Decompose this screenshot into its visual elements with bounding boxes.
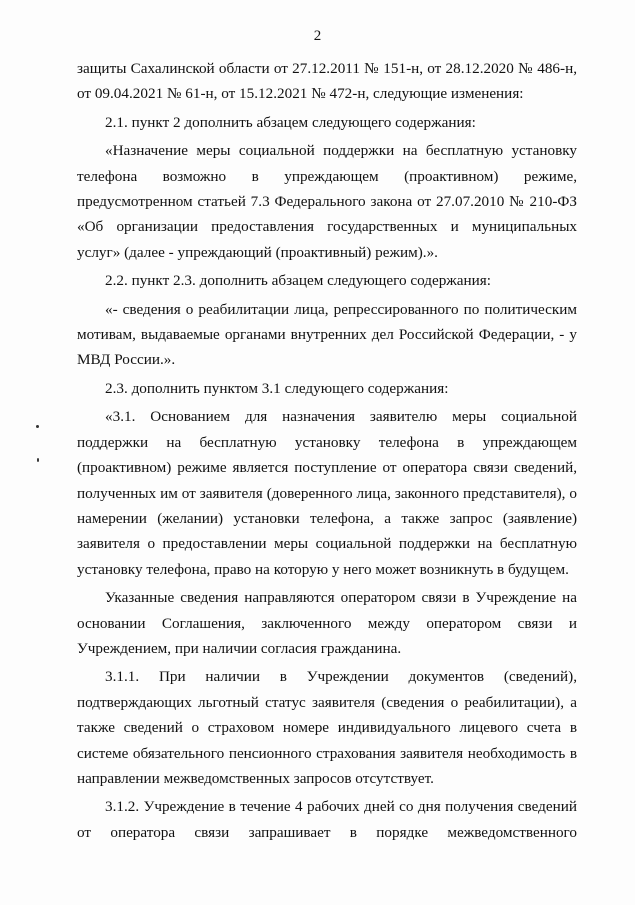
scan-speck xyxy=(36,425,39,428)
paragraph-8: Указанные сведения направляются оператором связи в Учреждение на основании Соглашения, заключенного между оператором связи и Учреждением, при наличии согласия гражданина. xyxy=(77,589,577,657)
paragraph-5: «- сведения о реабилитации лица, репрессированного по политическим мотивам, выдаваемые органами внутренних дел Российской Федерации, - у МВД России.». xyxy=(77,300,577,369)
paragraph-6: 2.3. дополнить пунктом 3.1 следующего содержания: xyxy=(105,379,449,397)
paragraph-10: 3.1.2. Учреждение в течение 4 рабочих дней со дня получения сведений от оператора связи запрашивает в порядке межведомственного xyxy=(77,798,577,841)
document-body xyxy=(77,56,577,848)
scan-speck xyxy=(37,458,39,462)
paragraph-7: «3.1. Основанием для назначения заявителю меры социальной поддержки на бесплатную установку телефона в упреждающем (проактивном) режиме является поступление от оператора связи сведений, полученных им от заявителя (доверенного лица, законного представителя), о намерении (желании) установки телефона, а также запрос (заявление) заявителя о предоставлении меры социальной поддержки на бесплатную установку телефона, право на которую у него может возникнуть в будущем. xyxy=(77,408,577,578)
page-number: 2 xyxy=(313,28,322,44)
paragraph-9: 3.1.1. При наличии в Учреждении документов (сведений), подтверждающих льготный статус заявителя (сведения о реабилитации), а также сведений о страховом номере индивидуального лицевого счета в системе обязательного пенсионного страхования заявителя необходимость в направлении межведомственных запросов отсутствует. xyxy=(77,668,577,787)
paragraph-1: защиты Сахалинской области от 27.12.2011 № 151-н, от 28.12.2020 № 486-н, от 09.04.2021 № 61-н, от 15.12.2021 № 472-н, следующие изменения: xyxy=(77,60,577,103)
paragraph-2: 2.1. пункт 2 дополнить абзацем следующего содержания: xyxy=(105,113,476,131)
paragraph-3: «Назначение меры социальной поддержки на бесплатную установку телефона возможно в упреждающем (проактивном) режиме, предусмотренном статьей 7.3 Федерального закона от 27.07.2010 № 210-ФЗ «Об организации предоставления государственных и муниципальных услуг» (далее - упреждающий (проактивный) режим).». xyxy=(77,142,577,261)
paragraph-4: 2.2. пункт 2.3. дополнить абзацем следующего содержания: xyxy=(105,272,491,290)
